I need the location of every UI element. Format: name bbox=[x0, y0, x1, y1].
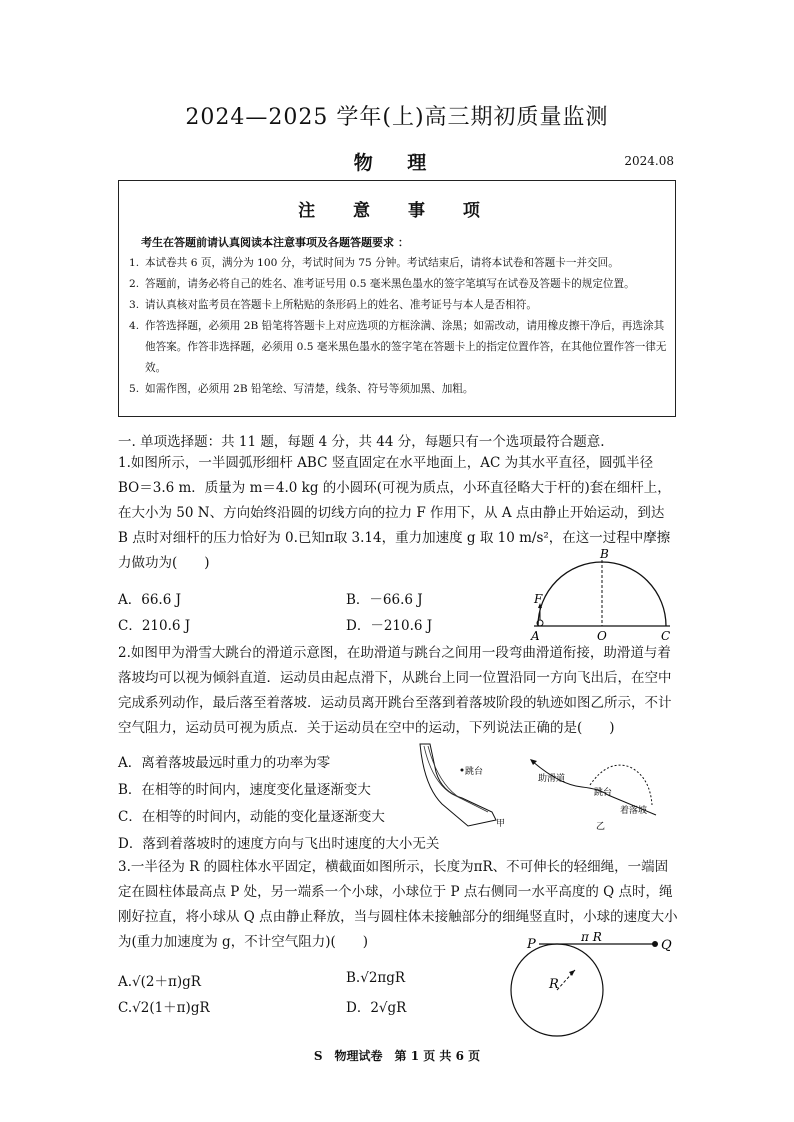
flight-trajectory bbox=[590, 765, 652, 805]
q2-option-d: D．落到着落坡时的速度方向与飞出时速度的大小无关 bbox=[118, 836, 440, 852]
notice-box bbox=[118, 180, 676, 417]
q1-option-c: C．210.6 J bbox=[118, 618, 191, 634]
exam-title: 2024—2025 学年(上)高三期初质量监测 bbox=[185, 105, 609, 130]
notice-item: 2. 答题前，请务必将自己的姓名、准考证号用 0.5 毫米黑色墨水的签字笔填写在试卷及答题卡的规定位置。 bbox=[129, 278, 635, 290]
subject-title: 物 理 bbox=[353, 152, 441, 174]
label-run: 助滑道 bbox=[538, 774, 566, 784]
q3-cylinder-figure bbox=[505, 930, 690, 1038]
label-jump: 跳台 bbox=[465, 767, 484, 777]
notice-item: 3. 请认真核对监考员在答题卡上所粘贴的条形码上的姓名、准考证号与本人是否相符。 bbox=[129, 299, 537, 311]
q2-stem: 2.如图甲为滑雪大跳台的滑道示意图，在助滑道与跳台之间用一段弯曲滑道衔接，助滑道与着落坡均可以视为倾斜直道．运动员由起点滑下，从跳台上同一位置沿同一方向飞出后，在空中完成系列动作，最后落至着落坡．运动员离开跳台至落到着落坡阶段的轨迹如图乙所示，不计空气阻力，运动员可视为质点．关于运动员在空中的运动，下列说法正确的是( ) bbox=[118, 645, 672, 736]
label-jia: 甲 bbox=[496, 819, 506, 828]
exam-date: 2024.08 bbox=[624, 154, 674, 168]
label-o: O bbox=[597, 629, 607, 643]
label-c: C bbox=[661, 629, 671, 643]
label-q: Q bbox=[661, 938, 672, 953]
q3-option-a: A.√(2＋π)gR bbox=[118, 974, 201, 990]
q2-option-a: A．离着落坡最远时重力的功率为零 bbox=[118, 755, 331, 771]
q3-option-d: D．2√gR bbox=[346, 1000, 407, 1016]
section-heading: 一. 单项选择题：共 11 题，每题 4 分，共 44 分，每题只有一个选项最符合题意. bbox=[118, 434, 605, 450]
q1-option-a: A．66.6 J bbox=[118, 592, 182, 608]
label-r: R bbox=[549, 977, 559, 992]
q2-option-b: B．在相等的时间内，速度变化量逐渐变大 bbox=[118, 782, 371, 798]
q2-figure-yi bbox=[530, 755, 680, 830]
page-footer: S 物理试卷 第 1 页 共 6 页 bbox=[313, 1049, 481, 1063]
notice-title: 注 意 事 项 bbox=[298, 201, 496, 221]
q1-option-d: D．－210.6 J bbox=[346, 618, 433, 634]
jump-point bbox=[461, 769, 464, 772]
label-p: P bbox=[527, 937, 536, 952]
label-length: π R bbox=[581, 930, 602, 944]
q1-semicircle-figure bbox=[528, 546, 688, 644]
label-f: F bbox=[534, 592, 543, 606]
q3-option-b: B.√2πgR bbox=[346, 970, 406, 986]
q2-option-c: C．在相等的时间内，动能的变化量逐渐变大 bbox=[118, 809, 385, 825]
q1-stem: 1.如图所示，一半圆弧形细杆 ABC 竖直固定在水平地面上，AC 为其水平直径，圆弧半径 BO＝3.6 m．质量为 m＝4.0 kg 的小圆环(可视为质点，小环直径略大于杆的)套在细杆上，在大小为 50 N、方向始终沿圆的切线方向的拉力 F 作用下，从 A 点由静止开始运动，到达 B 点时对细杆的压力恰好为 0.已知π取 3.14，重力加速度 g 取 10 m/s²，在这一过程中摩擦力做功为( ) bbox=[118, 455, 671, 571]
notice-item: 1. 本试卷共 6 页，满分为 100 分，考试时间为 75 分钟。考试结束后，请将本试卷和答题卡一并交回。 bbox=[129, 257, 619, 269]
ball bbox=[652, 941, 658, 947]
notice-item: 5. 如需作图，必须用 2B 铅笔绘、写清楚，线条、符号等须加黑、加粗。 bbox=[129, 383, 474, 395]
label-slope: 着落坡 bbox=[620, 806, 648, 816]
notice-intro: 考生在答题前请认真阅读本注意事项及各题答题要求 ： bbox=[141, 236, 409, 249]
q3-stem: 3.一半径为 R 的圆柱体水平固定，横截面如图所示，长度为πR、不可伸长的轻细绳，一端固定在圆柱体最高点 P 处，另一端系一个小球，小球位于 P 点右侧同一水平高度的 Q 点时，绳刚好拉直，将小球从 Q 点由静止释放，当与圆柱体未接触部分的细绳竖直时，小球的速度大小为(重力加速度为 g，不计空气阻力)( ) bbox=[118, 859, 678, 950]
q1-option-b: B．－66.6 J bbox=[346, 592, 423, 608]
q3-option-c: C.√2(1＋π)gR bbox=[118, 1000, 210, 1016]
label-yi: 乙 bbox=[596, 822, 606, 830]
notice-list bbox=[129, 253, 669, 400]
label-b: B bbox=[600, 547, 609, 561]
q2-figure-jia bbox=[412, 742, 512, 828]
label-a: A bbox=[531, 629, 540, 643]
notice-item: 4. 作答选择题，必须用 2B 铅笔将答题卡上对应选项的方框涂满、涂黑；如需改动，请用橡皮擦干净后，再选涂其他答案。作答非选择题，必须用 0.5 毫米黑色墨水的签字笔在答题卡上的指定位置作答，在其他位置作答一律无效。 bbox=[129, 320, 667, 374]
label-platform: 跳台 bbox=[594, 788, 613, 798]
